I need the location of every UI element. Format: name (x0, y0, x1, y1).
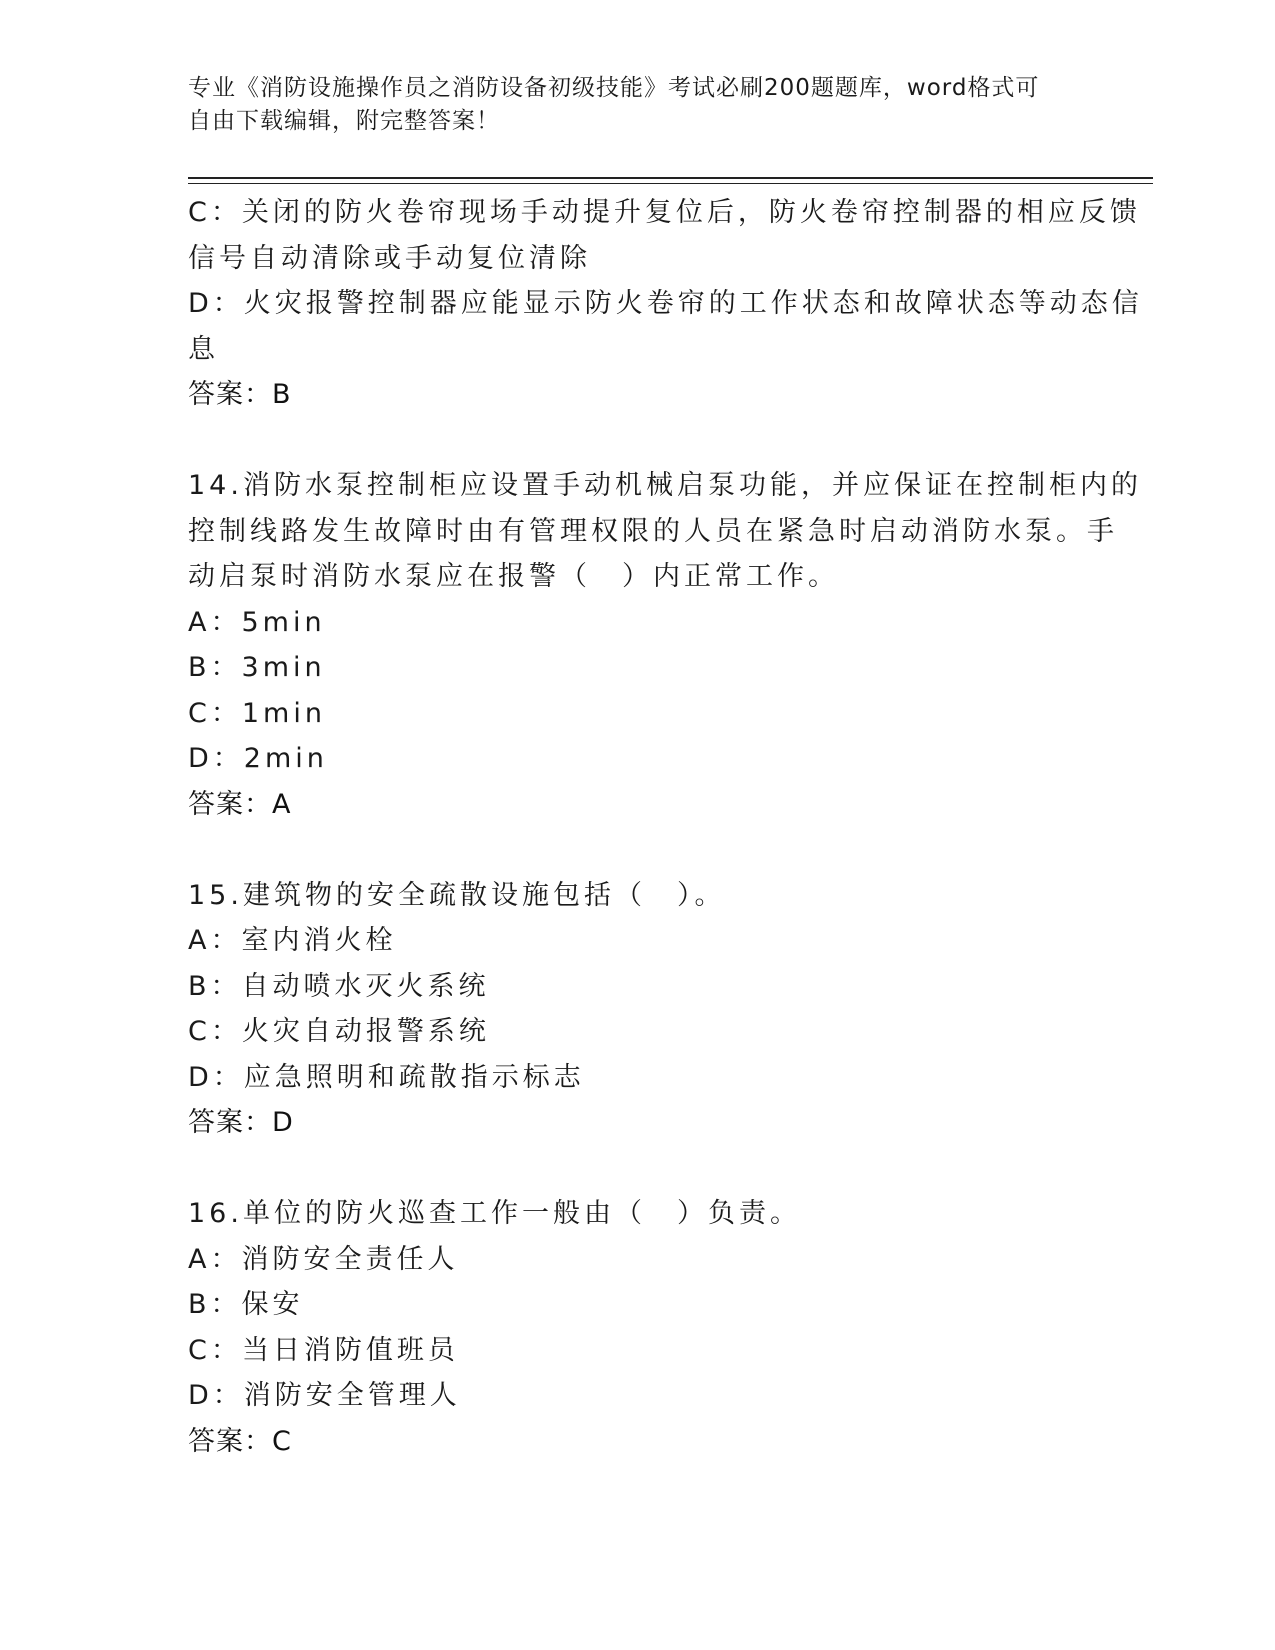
option-c-line-2: 信号自动清除或手动复位清除 (188, 242, 591, 274)
q14-option-b: B：3min (188, 652, 326, 683)
q14-stem-line-3: 动启泵时消防水泵应在报警（ ）内正常工作。 (188, 561, 839, 592)
q14-option-a: A：5min (188, 606, 326, 638)
q14-option-c: C：1min (188, 697, 326, 729)
q16-option-a: A：消防安全责任人 (188, 1243, 459, 1275)
answer-14: 答案：A (188, 788, 292, 820)
spacer (188, 418, 1088, 464)
q15-option-d: D：应急照明和疏散指示标志 (188, 1061, 585, 1093)
header-line-2: 自由下载编辑，附完整答案！ (188, 108, 500, 134)
question-13-continued (188, 190, 1143, 418)
question-15 (188, 873, 1088, 1146)
question-16 (188, 1191, 1088, 1464)
answer-16: 答案：C (188, 1425, 292, 1457)
q15-option-c: C：火灾自动报警系统 (188, 1016, 490, 1047)
q15-option-a: A：室内消火栓 (188, 925, 397, 956)
question-content (188, 190, 1143, 1464)
q16-option-c: C：当日消防值班员 (188, 1334, 459, 1366)
option-c-line-1: C：关闭的防火卷帘现场手动提升复位后，防火卷帘控制器的相应反馈 (188, 197, 1141, 228)
q14-option-d: D：2min (188, 743, 328, 774)
q14-stem-line-1: 14.消防水泵控制柜应设置手动机械启泵功能，并应保证在控制柜内的 (188, 470, 1142, 501)
q16-option-d: D：消防安全管理人 (188, 1380, 461, 1411)
q15-option-b: B：自动喷水灭火系统 (188, 970, 490, 1002)
header-divider-thick (188, 177, 1153, 179)
q15-stem: 15.建筑物的安全疏散设施包括（ ）。 (188, 879, 726, 911)
document-header (188, 72, 1068, 138)
q14-stem-line-2: 控制线路发生故障时由有管理权限的人员在紧急时启动消防水泵。手 (188, 515, 1118, 547)
spacer (188, 1146, 1088, 1192)
header-divider-thin (188, 183, 1153, 184)
option-d-line-1: D：火灾报警控制器应能显示防火卷帘的工作状态和故障状态等动态信 (188, 288, 1143, 319)
q16-option-b: B：保安 (188, 1289, 304, 1320)
header-line-1: 专业《消防设施操作员之消防设备初级技能》考试必刷200题题库，word格式可 (188, 75, 1040, 101)
spacer (188, 827, 1088, 873)
option-d-line-2: 息 (188, 333, 219, 365)
answer-15: 答案：D (188, 1107, 294, 1138)
q16-stem: 16.单位的防火巡查工作一般由（ ）负责。 (188, 1198, 801, 1229)
answer-13: 答案：B (188, 379, 292, 410)
question-14 (188, 463, 1142, 827)
